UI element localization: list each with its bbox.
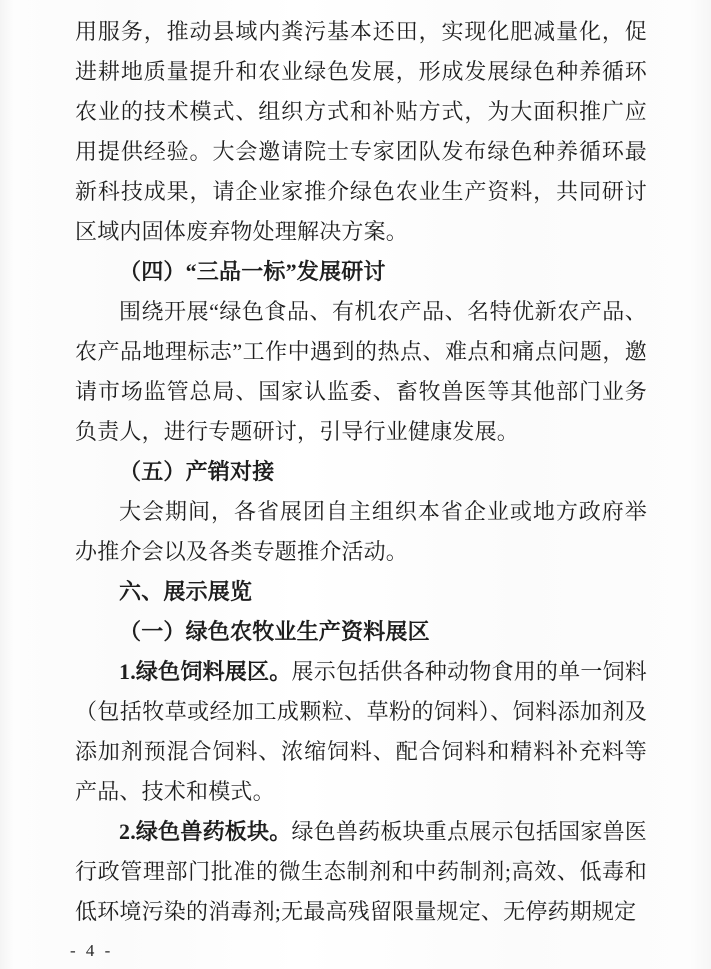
- paragraph-text: 绿色兽药板块重点展示包括国家兽医行政管理部门批准的微生态制剂和中药制剂;高效、低毒和低环境污染的消毒剂;无最高残留限量规定、无停药期规定: [75, 819, 648, 924]
- heading-text: （一）绿色农牧业生产资料展区: [119, 619, 430, 644]
- section-heading: [75, 612, 647, 652]
- heading-text: （五）产销对接: [119, 459, 275, 484]
- paragraph-text: 用服务，推动县域内粪污基本还田，实现化肥减量化，促进耕地质量提升和农业绿色发展，形成发展绿色种养循环农业的技术模式、组织方式和补贴方式，为大面积推广应用提供经验。大会邀请院士专家团队发布绿色种养循环最新科技成果，请企业家推介绿色农业生产资料，共同研讨区域内固体废弃物处理解决方案。: [75, 19, 647, 244]
- paragraph-text: 展示包括供各种动物食用的单一饲料（包括牧草或经加工成颗粒、草粉的饲料）、饲料添加剂及添加剂预混合饲料、浓缩饲料、配合饲料和精料补充料等产品、技术和模式。: [75, 659, 648, 804]
- page-number: - 4 -: [70, 941, 114, 960]
- heading-text: 六、展示展览: [119, 579, 253, 604]
- paragraph-text: 大会期间，各省展团自主组织本省企业或地方政府举办推介会以及各类专题推介活动。: [75, 499, 647, 564]
- section-heading: [75, 252, 647, 292]
- section-heading: [75, 452, 647, 492]
- paragraph-lead: 2.绿色兽药板块。: [119, 819, 292, 844]
- document-body: [75, 12, 647, 932]
- paragraph: [75, 492, 647, 572]
- paragraph-text: 围绕开展“绿色食品、有机农产品、名特优新农产品、农产品地理标志”工作中遇到的热点、难点和痛点问题，邀请市场监管总局、国家认监委、畜牧兽医等其他部门业务负责人，进行专题研讨，引导行业健康发展。: [75, 299, 647, 444]
- heading-text: （四）“三品一标”发展研讨: [119, 259, 386, 284]
- paragraph: [75, 12, 647, 252]
- paragraph-lead: 1.绿色饲料展区。: [119, 659, 292, 684]
- paragraph: [75, 292, 647, 452]
- section-heading: [75, 572, 647, 612]
- paragraph: [75, 812, 647, 932]
- paragraph: [75, 652, 647, 812]
